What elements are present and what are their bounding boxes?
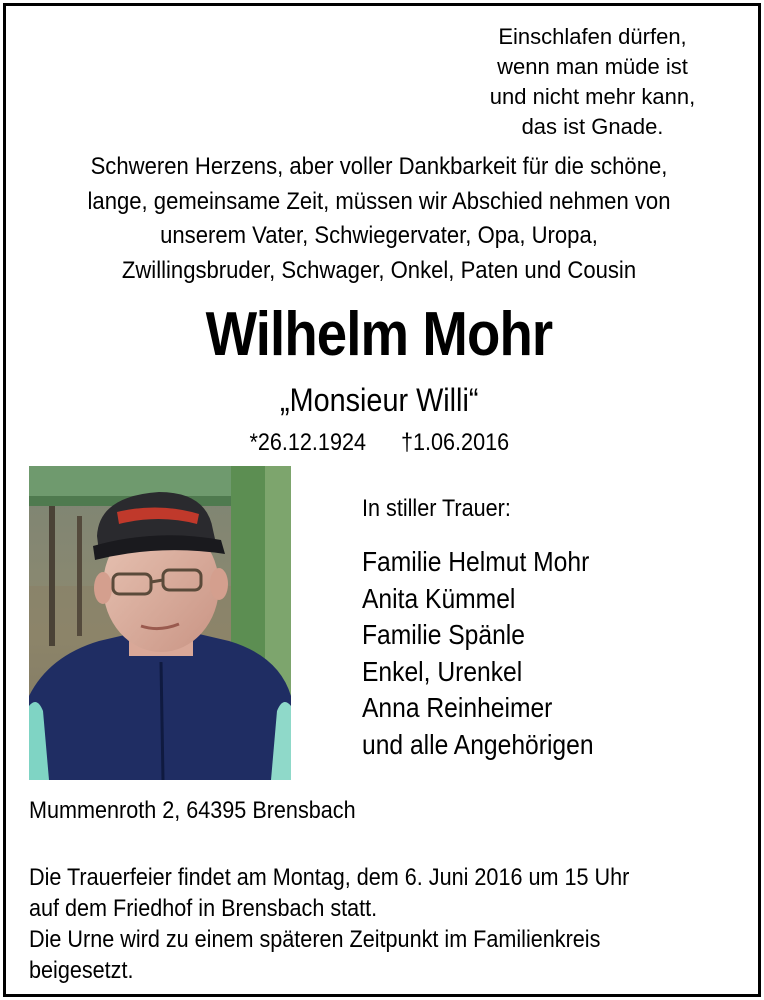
funeral-line: Die Trauerfeier findet am Montag, dem 6. Juni 2016 um 15 Uhr — [29, 864, 630, 891]
intro-line: Zwillingsbruder, Schwager, Onkel, Paten und Cousin — [121, 256, 637, 284]
address-block — [29, 794, 392, 828]
poem-line: das ist Gnade. — [521, 114, 664, 139]
intro-line: Schweren Herzens, aber voller Dankbarkeit für die schöne, — [90, 153, 668, 180]
poem — [470, 22, 715, 142]
mourner-item: Anita Kümmel — [362, 582, 516, 614]
funeral-line: beigesetzt. — [29, 957, 134, 984]
poem-line: und nicht mehr kann, — [489, 84, 696, 109]
deceased-name: Wilhelm Mohr — [205, 300, 553, 369]
address: Mummenroth 2, 64395 Brensbach — [29, 797, 356, 824]
intro-line: unserem Vater, Schwiegervater, Opa, Uropa, — [160, 222, 598, 249]
mourning-label: In stiller Trauer: — [362, 495, 511, 522]
deceased-nickname: „Monsieur Willi“ — [279, 382, 479, 418]
mourner-item: Familie Spänle — [362, 619, 525, 651]
birth-date: *26.12.1924 — [249, 429, 367, 456]
funeral-info — [29, 862, 749, 986]
mourning-label-block — [362, 492, 527, 526]
portrait-photo — [29, 466, 291, 780]
poem-line: wenn man müde ist — [497, 54, 688, 79]
intro-line: lange, gemeinsame Zeit, müssen wir Abschied nehmen von — [87, 187, 671, 215]
mourner-item: und alle Angehörigen — [362, 728, 594, 760]
mourners-list — [362, 544, 625, 764]
portrait-photo-icon — [29, 466, 291, 780]
mourner-item: Anna Reinheimer — [362, 692, 553, 724]
mourner-item: Familie Helmut Mohr — [362, 546, 590, 577]
life-dates — [0, 426, 758, 460]
deceased-name-block — [0, 298, 758, 372]
mourner-item: Enkel, Urenkel — [362, 655, 523, 687]
death-date: †1.06.2016 — [400, 429, 509, 456]
intro-text — [0, 150, 758, 288]
funeral-line: Die Urne wird zu einem späteren Zeitpunkt im Familienkreis — [29, 926, 601, 953]
nickname-block — [0, 378, 758, 422]
funeral-line: auf dem Friedhof in Brensbach statt. — [29, 895, 378, 922]
poem-line: Einschlafen dürfen, — [498, 24, 687, 49]
